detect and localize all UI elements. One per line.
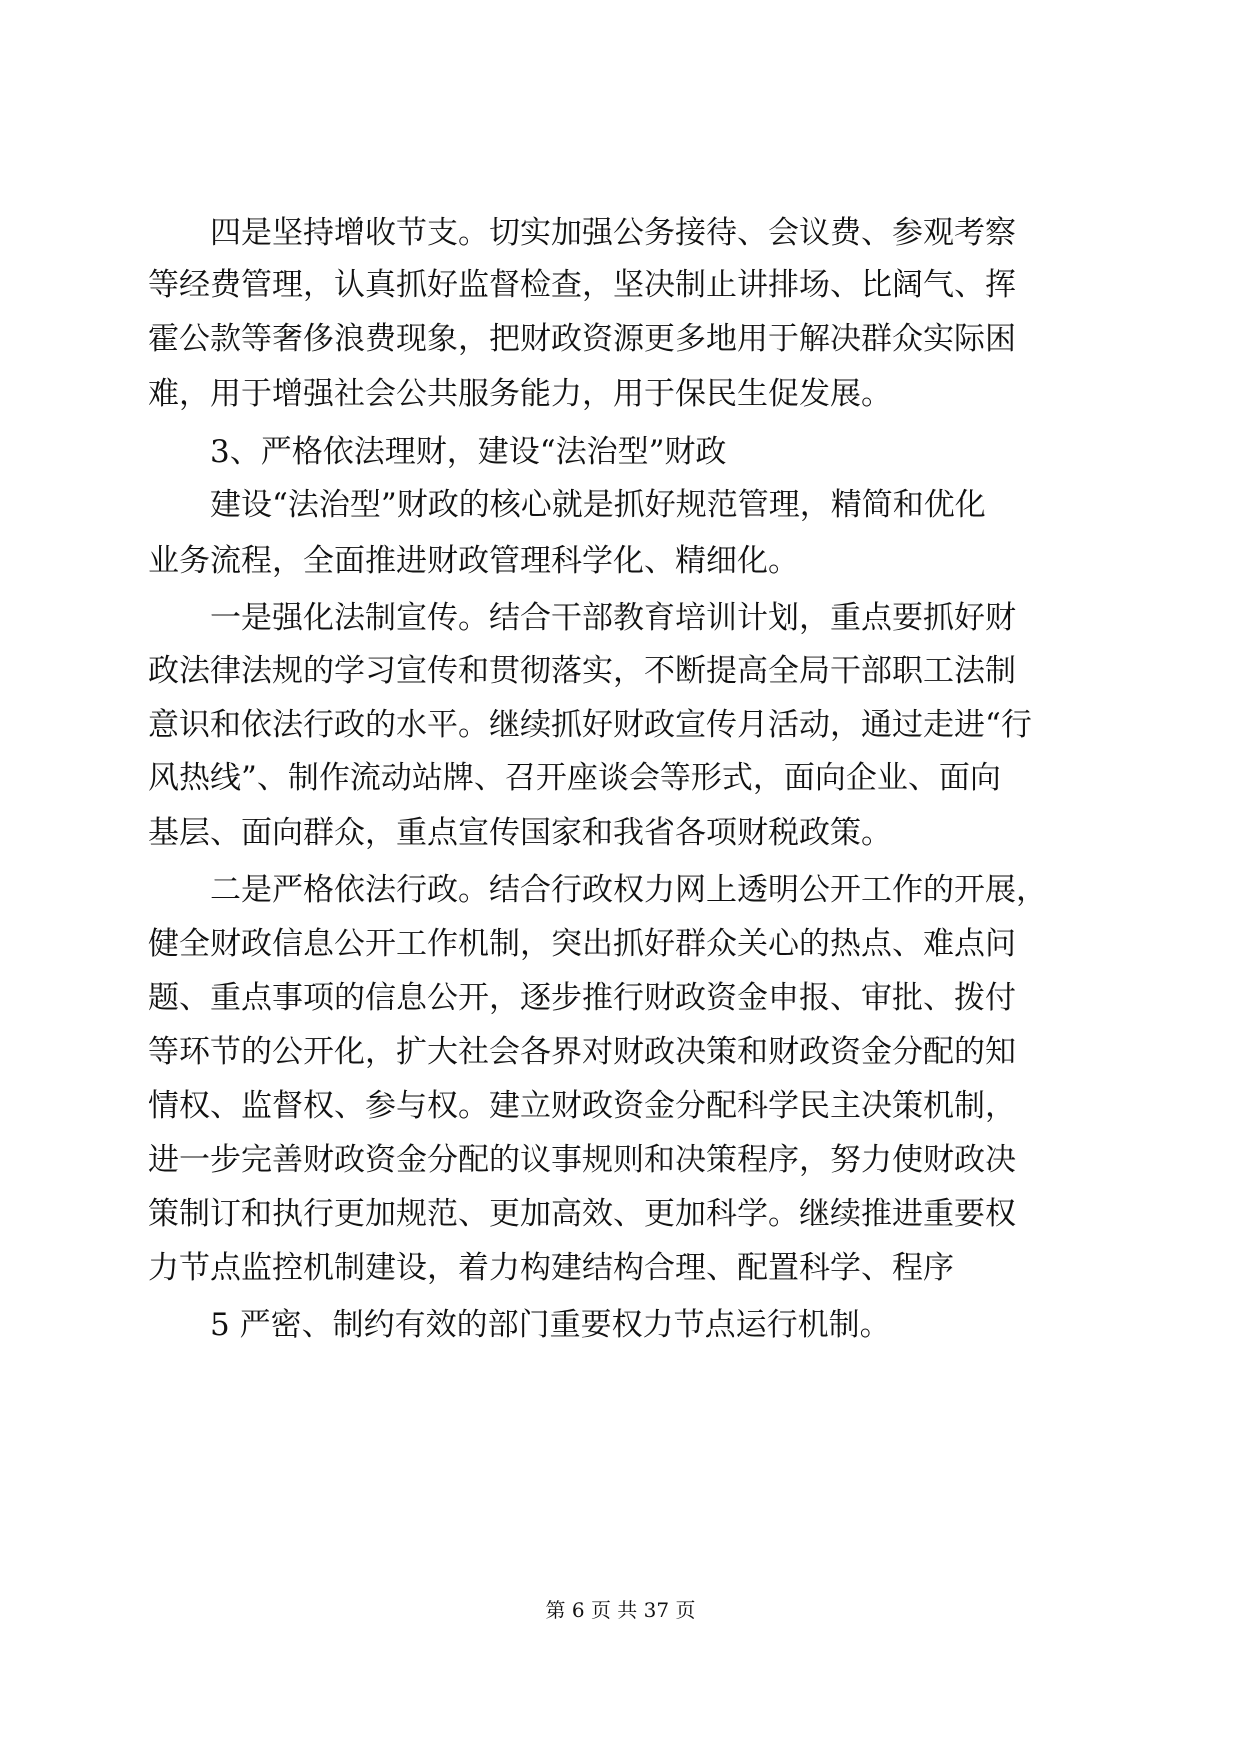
text-line: 情权、监督权、参与权。建立财政资金分配科学民主决策机制， bbox=[148, 1088, 1016, 1124]
text-line: 政法律法规的学习宣传和贯彻落实，不断提高全局干部职工法制 bbox=[148, 653, 1016, 689]
text-line: 力节点监控机制建设，着力构建结构合理、配置科学、程序 bbox=[148, 1250, 954, 1286]
section-heading: 3、严格依法理财，建设“法治型”财政 bbox=[210, 434, 727, 470]
text-line: 建设“法治型”财政的核心就是抓好规范管理，精简和优化 bbox=[210, 487, 986, 523]
text-line: 等环节的公开化，扩大社会各界对财政决策和财政资金分配的知 bbox=[148, 1034, 1016, 1070]
text-line: 风热线”、制作流动站牌、召开座谈会等形式，面向企业、面向 bbox=[148, 760, 1001, 796]
text-line: 四是坚持增收节支。切实加强公务接待、会议费、参观考察 bbox=[210, 215, 1016, 251]
text-line: 进一步完善财政资金分配的议事规则和决策程序，努力使财政决 bbox=[148, 1142, 1016, 1178]
text-line: 意识和依法行政的水平。继续抓好财政宣传月活动，通过走进“行 bbox=[148, 707, 1032, 743]
text-line: 难，用于增强社会公共服务能力，用于保民生促发展。 bbox=[148, 376, 892, 412]
text-line: 基层、面向群众，重点宣传国家和我省各项财税政策。 bbox=[148, 815, 892, 851]
text-line: 健全财政信息公开工作机制，突出抓好群众关心的热点、难点问 bbox=[148, 926, 1016, 962]
text-line: 策制订和执行更加规范、更加高效、更加科学。继续推进重要权 bbox=[148, 1196, 1016, 1232]
text-line: 5 严密、制约有效的部门重要权力节点运行机制。 bbox=[210, 1307, 891, 1343]
text-line: 一是强化法制宣传。结合干部教育培训计划，重点要抓好财 bbox=[210, 600, 1016, 636]
text-line: 业务流程，全面推进财政管理科学化、精细化。 bbox=[148, 543, 799, 579]
text-line: 二是严格依法行政。结合行政权力网上透明公开工作的开展， bbox=[210, 872, 1047, 908]
text-line: 题、重点事项的信息公开，逐步推行财政资金申报、审批、拨付 bbox=[148, 980, 1016, 1016]
page-footer: 第 6 页 共 37 页 bbox=[545, 1598, 696, 1622]
text-line: 霍公款等奢侈浪费现象，把财政资源更多地用于解决群众实际困 bbox=[148, 321, 1016, 357]
text-line: 等经费管理，认真抓好监督检查，坚决制止讲排场、比阔气、挥 bbox=[148, 267, 1016, 303]
